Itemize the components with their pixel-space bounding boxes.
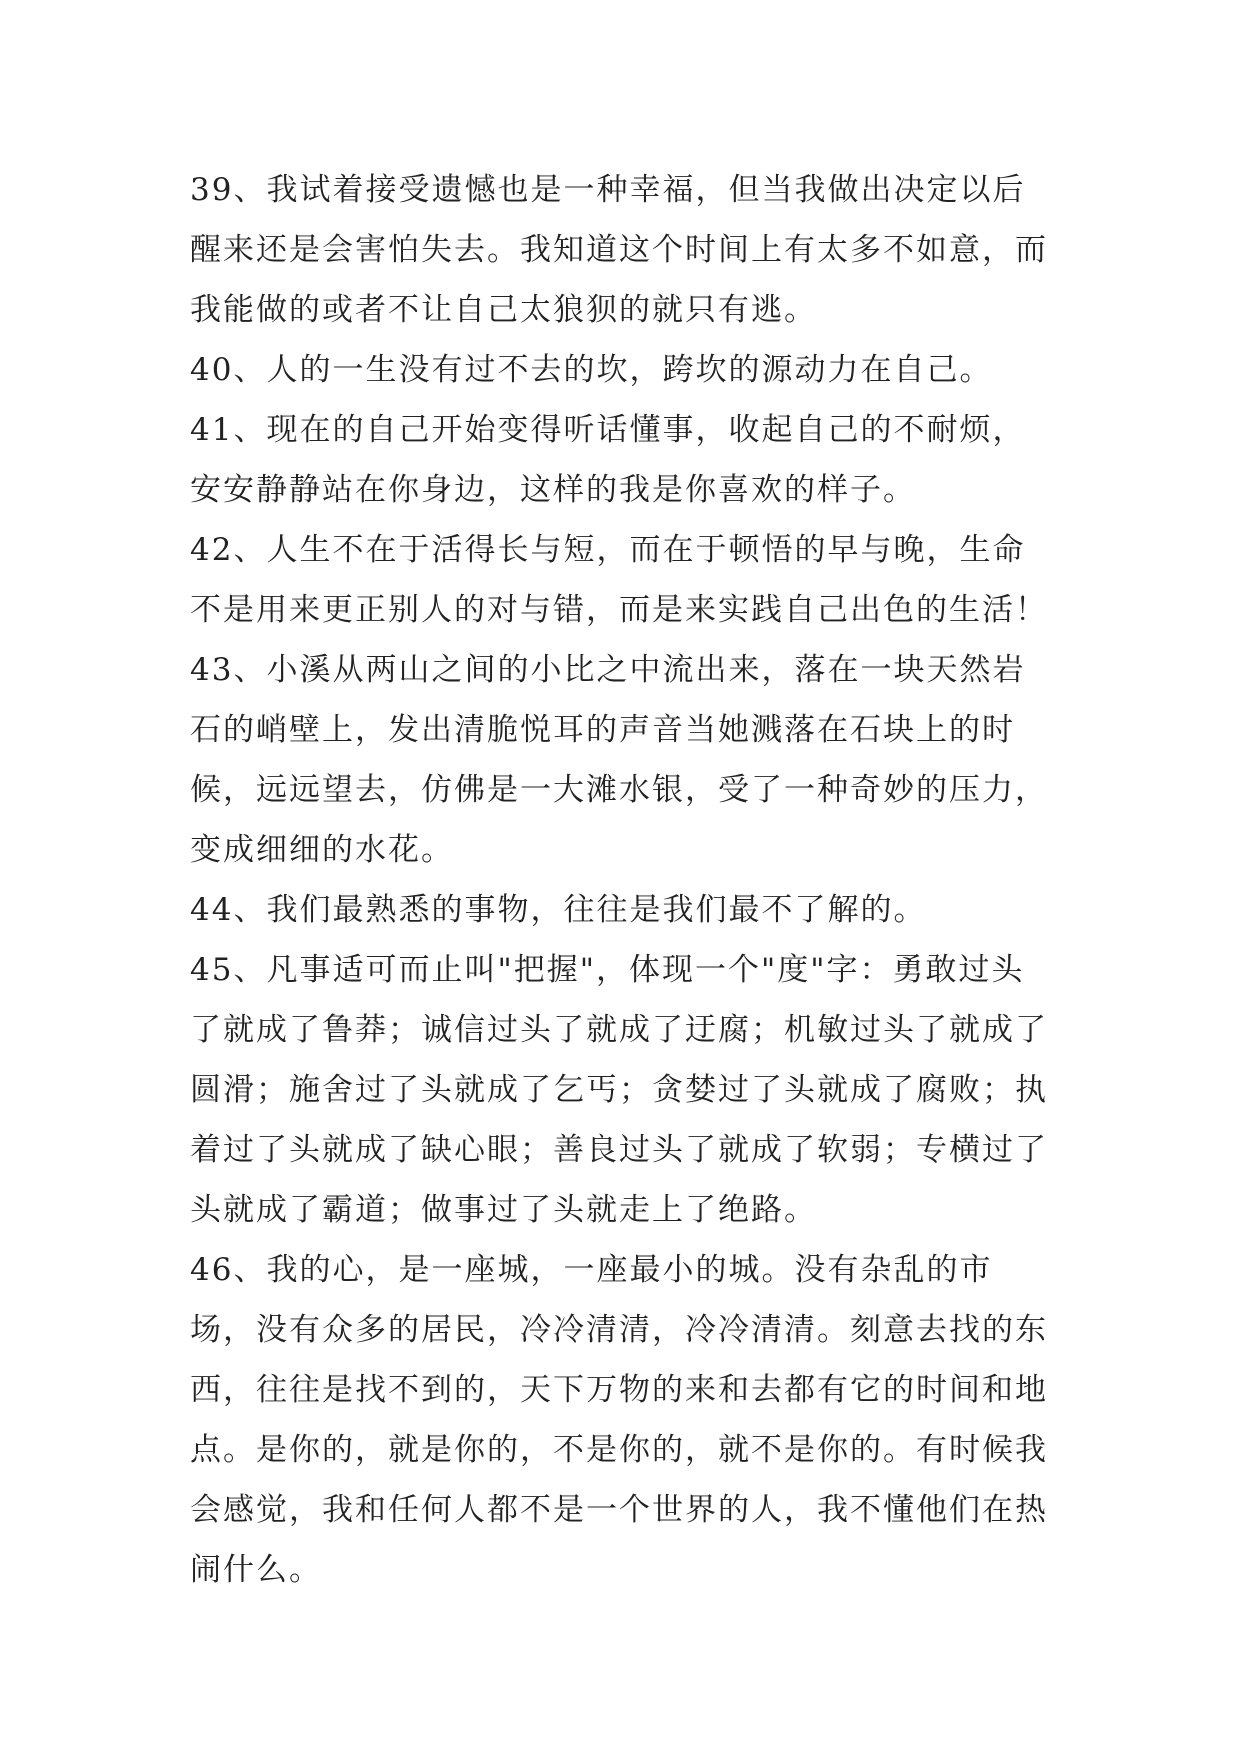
paragraph-42: 42、人生不在于活得长与短，而在于顿悟的早与晚，生命不是用来更正别人的对与错，而是来实践自己出色的生活！ (190, 532, 1048, 628)
paragraph-43: 43、小溪从两山之间的小比之中流出来，落在一块天然岩石的峭壁上，发出清脆悦耳的声音当她溅落在石块上的时候，远远望去，仿佛是一大滩水银，受了一种奇妙的压力，变成细细的水花。 (190, 652, 1048, 868)
paragraph-46: 46、我的心，是一座城，一座最小的城。没有杂乱的市场，没有众多的居民，冷冷清清，冷冷清清。刻意去找的东西，往往是找不到的，天下万物的来和去都有它的时间和地点。是你的，就是你的，不是你的，就不是你的。有时候我会感觉，我和任何人都不是一个世界的人，我不懂他们在热闹什么。 (190, 1252, 1048, 1588)
paragraph-44: 44、我们最熟悉的事物，往往是我们最不了解的。 (190, 892, 927, 928)
paragraph-39: 39、我试着接受遗憾也是一种幸福，但当我做出决定以后醒来还是会害怕失去。我知道这个时间上有太多不如意，而我能做的或者不让自己太狼狈的就只有逃。 (190, 172, 1048, 328)
paragraph-40: 40、人的一生没有过不去的坎，跨坎的源动力在自己。 (190, 352, 993, 388)
document-body (190, 160, 1050, 1600)
paragraph-41: 41、现在的自己开始变得听话懂事，收起自己的不耐烦，安安静静站在你身边，这样的我是你喜欢的样子。 (190, 412, 1026, 508)
paragraph-45: 45、凡事适可而止叫"把握"，体现一个"度"字：勇敢过头了就成了鲁莽；诚信过头了就成了迂腐；机敏过头了就成了圆滑；施舍过了头就成了乞丐；贪婪过了头就成了腐败；执着过了头就成了缺心眼；善良过头了就成了软弱；专横过了头就成了霸道；做事过了头就走上了绝路。 (190, 952, 1048, 1228)
